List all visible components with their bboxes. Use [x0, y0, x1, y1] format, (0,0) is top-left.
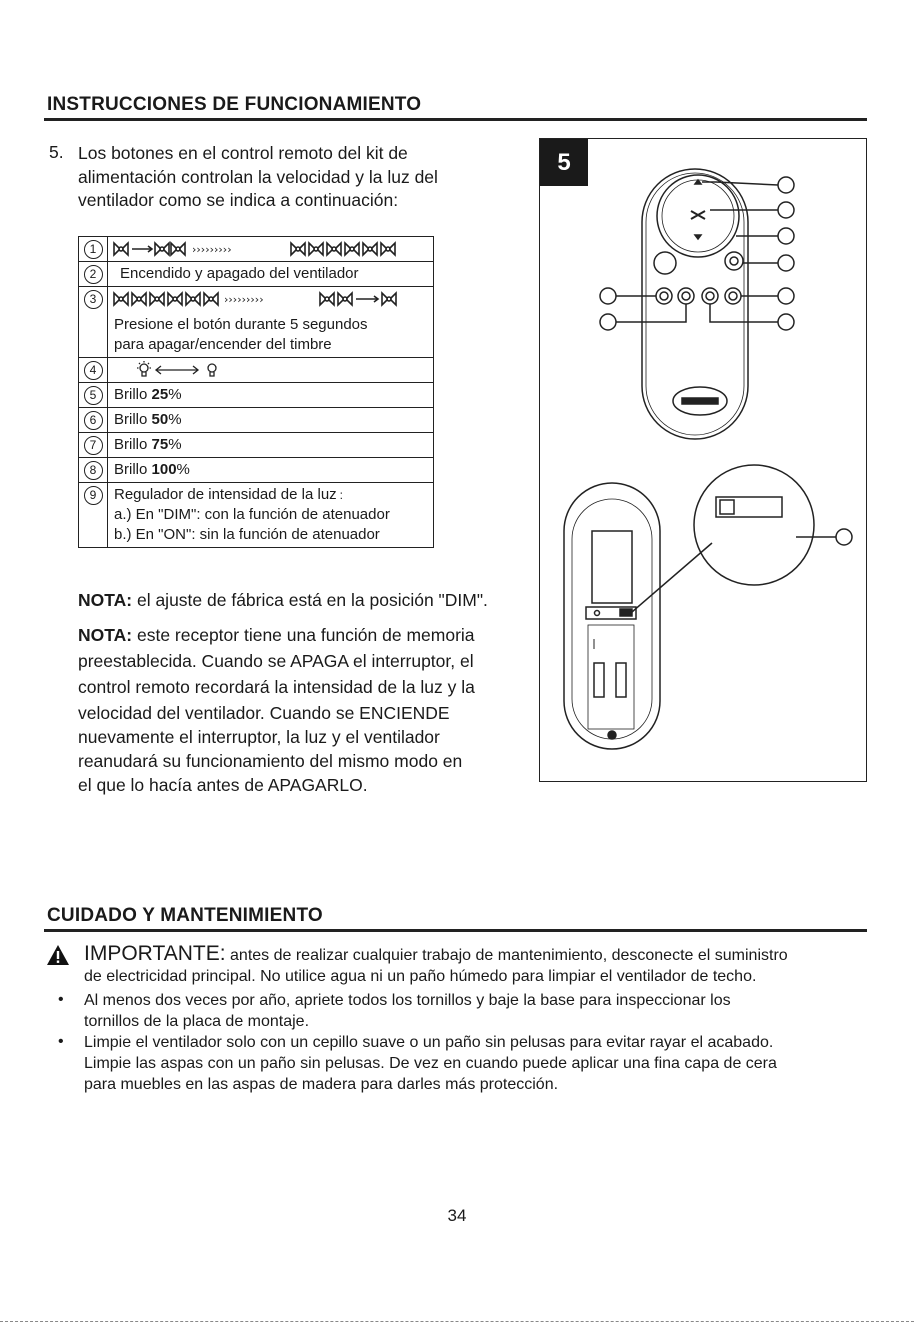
note-line: este receptor tiene una función de memoria — [132, 625, 475, 645]
table-row — [79, 237, 434, 262]
remote-control-illustration — [540, 139, 866, 781]
page-bottom-edge — [0, 1321, 914, 1322]
maintenance-bullet-cleaning — [84, 1032, 874, 1095]
brightness-75 — [108, 433, 433, 457]
section-divider — [44, 929, 867, 932]
note-factory-setting — [78, 588, 528, 612]
warning-icon — [46, 944, 70, 966]
brightness-value: 75 — [151, 436, 169, 453]
row-number: 6 — [84, 411, 103, 430]
brightness-value: 50 — [151, 411, 169, 428]
row-number: 1 — [84, 240, 103, 259]
row-number: 5 — [84, 386, 103, 405]
important-text: de electricidad principal. No utilice agua ni un paño húmedo para limpiar el ventilador de techo. — [84, 968, 757, 985]
intro-line: Los botones en el control remoto del kit de — [78, 143, 408, 163]
note-line: preestablecida. Cuando se APAGA el interruptor, el — [78, 651, 474, 671]
fan-speed-decrease-sequence — [108, 287, 433, 311]
note-line: velocidad del ventilador. Cuando se ENCIENDE — [78, 703, 450, 723]
section-title-care: CUIDADO Y MANTENIMIENTO — [47, 905, 323, 926]
dimmer-line: b.) En "ON": sin la función de atenuador — [114, 526, 380, 543]
brightness-25 — [108, 383, 433, 407]
bullet-line: Limpie las aspas con un paño sin pelusas. De vez en cuando puede aplicar una fina capa de cera — [84, 1055, 777, 1072]
maintenance-bullet-screws — [84, 990, 874, 1032]
table-row — [79, 358, 434, 383]
table-row — [79, 383, 434, 408]
fan-on-off-text: Encendido y apagado del ventilador — [120, 265, 359, 282]
table-row — [79, 408, 434, 433]
note-label: NOTA: — [78, 625, 133, 645]
dimmer-colon: : — [339, 488, 343, 502]
row-number: 8 — [84, 461, 103, 480]
page-number: 34 — [447, 1206, 467, 1225]
bullet-marker: • — [58, 1033, 64, 1050]
figure-remote-control — [539, 138, 867, 782]
buzzer-line: Presione el botón durante 5 segundos — [114, 316, 368, 333]
arrow-dots: ››››››››› — [192, 243, 232, 256]
light-toggle-row — [108, 358, 433, 382]
note-line: reanudará su funcionamiento del mismo modo en — [78, 751, 463, 771]
remote-functions-table — [78, 236, 434, 548]
note-text: el ajuste de fábrica está en la posición "DIM". — [132, 590, 488, 610]
brightness-100 — [108, 458, 433, 482]
bullet-marker: • — [58, 991, 64, 1008]
brightness-label: Brillo — [114, 436, 152, 453]
row-number: 2 — [84, 265, 103, 284]
table-row — [79, 262, 434, 287]
table-row — [79, 458, 434, 483]
brightness-unit: % — [176, 461, 190, 478]
brightness-value: 25 — [151, 386, 169, 403]
bullet-line: Al menos dos veces por año, apriete todos los tornillos y baje la base para inspeccionar los — [84, 992, 731, 1009]
dimmer-line: a.) En "DIM": con la función de atenuador — [114, 506, 390, 523]
brightness-50 — [108, 408, 433, 432]
light-toggle-icon — [136, 361, 236, 379]
brightness-label: Brillo — [114, 461, 152, 478]
buzzer-instruction — [108, 311, 433, 357]
row-number: 9 — [84, 486, 103, 505]
table-row — [79, 433, 434, 458]
figure-label: 5 — [540, 139, 588, 186]
step-number: 5. — [49, 142, 64, 162]
table-row — [79, 483, 434, 548]
step-intro — [78, 142, 518, 213]
dimmer-description — [108, 483, 433, 547]
important-notice — [84, 943, 874, 987]
note-line: control remoto recordará la intensidad de la luz y la — [78, 677, 475, 697]
intro-line: ventilador como se indica a continuación: — [78, 190, 399, 210]
fan-speed-increase-sequence — [108, 237, 433, 261]
fan-speed-icons — [112, 290, 412, 308]
row-number: 4 — [84, 361, 103, 380]
row-number: 3 — [84, 290, 103, 309]
bullet-line: para muebles en las aspas de madera para darles más protección. — [84, 1076, 559, 1093]
note-line: el que lo hacía antes de APAGARLO. — [78, 775, 368, 795]
brightness-unit: % — [168, 386, 182, 403]
brightness-label: Brillo — [114, 386, 152, 403]
section-divider — [44, 118, 867, 121]
bullet-line: tornillos de la placa de montaje. — [84, 1013, 310, 1030]
bullet-line: Limpie el ventilador solo con un cepillo suave o un paño sin pelusas para evitar rayar el acabado. — [84, 1034, 774, 1051]
important-text: antes de realizar cualquier trabajo de mantenimiento, desconecte el suministro — [225, 947, 788, 964]
brightness-unit: % — [168, 411, 182, 428]
brightness-label: Brillo — [114, 411, 152, 428]
dimmer-line: Regulador de intensidad de la luz — [114, 486, 337, 503]
important-label: IMPORTANTE: — [84, 942, 226, 965]
arrow-dots: ››››››››› — [224, 293, 264, 306]
fan-speed-icons — [112, 240, 402, 258]
row-number: 7 — [84, 436, 103, 455]
note-line: nuevamente el interruptor, la luz y el ventilador — [78, 727, 440, 747]
brightness-value: 100 — [151, 461, 177, 478]
buzzer-line: para apagar/encender del timbre — [114, 336, 332, 353]
table-row — [79, 287, 434, 358]
note-label: NOTA: — [78, 590, 133, 610]
brightness-unit: % — [168, 436, 182, 453]
note-memory — [78, 623, 528, 797]
section-title-instructions: INSTRUCCIONES DE FUNCIONAMIENTO — [47, 94, 422, 115]
intro-line: alimentación controlan la velocidad y la luz del — [78, 166, 438, 187]
